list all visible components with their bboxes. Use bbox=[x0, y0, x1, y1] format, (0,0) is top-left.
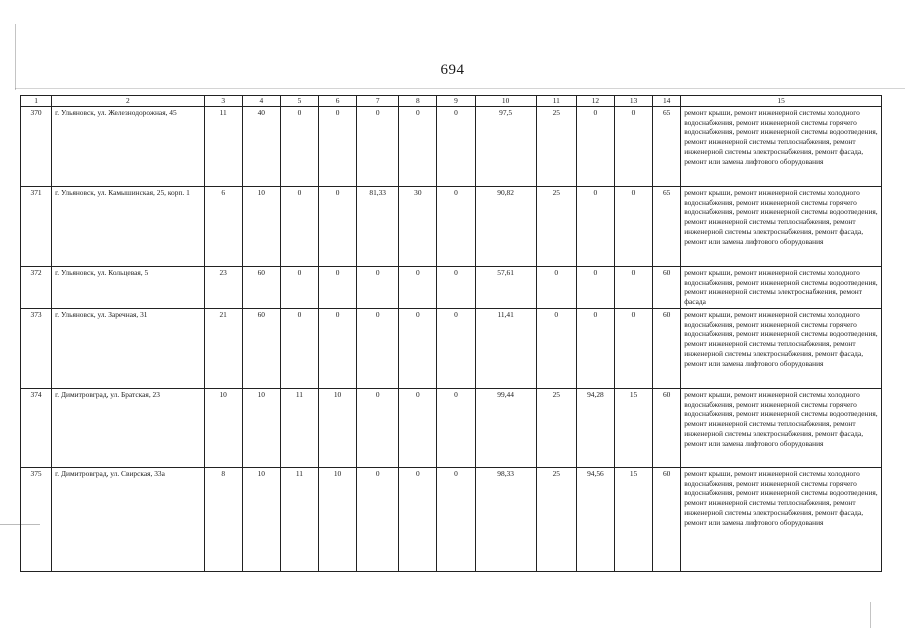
work-types-cell: ремонт крыши, ремонт инженерной системы холодного водоснабжения, ремонт инженерной системы горячего водоснабжения, ремонт инженерной системы водоотведения, ремонт инженерной системы теплоснабжения, ремонт инженерной системы электроснабжения, ремонт фасада, ремонт или замена лифтового оборудования bbox=[681, 186, 882, 266]
value-cell: 0 bbox=[576, 308, 614, 388]
value-cell: 0 bbox=[437, 388, 475, 467]
work-types-cell: ремонт крыши, ремонт инженерной системы холодного водоснабжения, ремонт инженерной системы горячего водоснабжения, ремонт инженерной системы водоотведения, ремонт инженерной системы теплоснабжения, ремонт инженерной системы электроснабжения, ремонт фасада, ремонт или замена лифтового оборудования bbox=[681, 467, 882, 571]
value-cell: 0 bbox=[357, 467, 399, 571]
column-header: 6 bbox=[319, 96, 357, 107]
value-cell: 90,82 bbox=[475, 186, 536, 266]
column-header: 14 bbox=[653, 96, 681, 107]
table-row bbox=[21, 106, 882, 186]
value-cell: 0 bbox=[357, 106, 399, 186]
value-cell: 60 bbox=[653, 308, 681, 388]
value-cell: 30 bbox=[399, 186, 437, 266]
value-cell: 40 bbox=[242, 106, 280, 186]
value-cell: 0 bbox=[399, 467, 437, 571]
table-row bbox=[21, 467, 882, 571]
value-cell: 23 bbox=[204, 266, 242, 308]
address-cell: г. Ульяновск, ул. Заречная, 31 bbox=[52, 308, 205, 388]
column-header: 12 bbox=[576, 96, 614, 107]
row-number: 375 bbox=[21, 467, 52, 571]
column-header: 11 bbox=[536, 96, 576, 107]
work-types-cell: ремонт крыши, ремонт инженерной системы холодного водоснабжения, ремонт инженерной системы водоотведения, ремонт инженерной системы электроснабжения, ремонт фасада bbox=[681, 266, 882, 308]
value-cell: 60 bbox=[653, 388, 681, 467]
value-cell: 6 bbox=[204, 186, 242, 266]
value-cell: 0 bbox=[614, 186, 652, 266]
value-cell: 0 bbox=[614, 266, 652, 308]
value-cell: 0 bbox=[280, 186, 318, 266]
scan-mark bbox=[870, 602, 871, 628]
value-cell: 99,44 bbox=[475, 388, 536, 467]
value-cell: 0 bbox=[357, 388, 399, 467]
column-header: 2 bbox=[52, 96, 205, 107]
page-number: 694 bbox=[440, 62, 465, 78]
column-header: 7 bbox=[357, 96, 399, 107]
row-number: 370 bbox=[21, 106, 52, 186]
column-header: 13 bbox=[614, 96, 652, 107]
row-number: 373 bbox=[21, 308, 52, 388]
value-cell: 10 bbox=[319, 388, 357, 467]
row-number: 372 bbox=[21, 266, 52, 308]
value-cell: 25 bbox=[536, 467, 576, 571]
value-cell: 60 bbox=[242, 308, 280, 388]
table-row bbox=[21, 186, 882, 266]
value-cell: 0 bbox=[399, 266, 437, 308]
work-types-cell: ремонт крыши, ремонт инженерной системы холодного водоснабжения, ремонт инженерной системы горячего водоснабжения, ремонт инженерной системы водоотведения, ремонт инженерной системы теплоснабжения, ремонт инженерной системы электроснабжения, ремонт фасада, ремонт или замена лифтового оборудования bbox=[681, 308, 882, 388]
value-cell: 94,56 bbox=[576, 467, 614, 571]
value-cell: 10 bbox=[242, 388, 280, 467]
column-header: 8 bbox=[399, 96, 437, 107]
value-cell: 98,33 bbox=[475, 467, 536, 571]
column-header: 4 bbox=[242, 96, 280, 107]
value-cell: 97,5 bbox=[475, 106, 536, 186]
value-cell: 11 bbox=[280, 467, 318, 571]
column-header: 1 bbox=[21, 96, 52, 107]
value-cell: 60 bbox=[653, 266, 681, 308]
value-cell: 10 bbox=[204, 388, 242, 467]
table-row bbox=[21, 388, 882, 467]
value-cell: 25 bbox=[536, 186, 576, 266]
address-cell: г. Ульяновск, ул. Камышинская, 25, корп. 1 bbox=[52, 186, 205, 266]
value-cell: 0 bbox=[319, 266, 357, 308]
value-cell: 11 bbox=[204, 106, 242, 186]
column-number-row bbox=[21, 96, 882, 107]
value-cell: 0 bbox=[437, 308, 475, 388]
value-cell: 0 bbox=[576, 266, 614, 308]
address-cell: г. Димитровград, ул. Свирская, 33а bbox=[52, 467, 205, 571]
value-cell: 60 bbox=[653, 467, 681, 571]
value-cell: 0 bbox=[280, 308, 318, 388]
value-cell: 25 bbox=[536, 106, 576, 186]
value-cell: 15 bbox=[614, 388, 652, 467]
column-header: 9 bbox=[437, 96, 475, 107]
value-cell: 0 bbox=[357, 266, 399, 308]
value-cell: 65 bbox=[653, 106, 681, 186]
repair-program-table bbox=[20, 95, 882, 572]
value-cell: 0 bbox=[437, 467, 475, 571]
work-types-cell: ремонт крыши, ремонт инженерной системы холодного водоснабжения, ремонт инженерной системы горячего водоснабжения, ремонт инженерной системы водоотведения, ремонт инженерной системы теплоснабжения, ремонт инженерной системы электроснабжения, ремонт фасада, ремонт или замена лифтового оборудования bbox=[681, 106, 882, 186]
address-cell: г. Димитровград, ул. Братская, 23 bbox=[52, 388, 205, 467]
value-cell: 0 bbox=[280, 106, 318, 186]
scan-mark bbox=[15, 24, 16, 90]
value-cell: 0 bbox=[399, 308, 437, 388]
value-cell: 0 bbox=[614, 308, 652, 388]
value-cell: 10 bbox=[319, 467, 357, 571]
value-cell: 60 bbox=[242, 266, 280, 308]
row-number: 371 bbox=[21, 186, 52, 266]
value-cell: 0 bbox=[319, 106, 357, 186]
value-cell: 0 bbox=[280, 266, 318, 308]
value-cell: 0 bbox=[536, 266, 576, 308]
value-cell: 11,41 bbox=[475, 308, 536, 388]
value-cell: 15 bbox=[614, 467, 652, 571]
value-cell: 0 bbox=[319, 186, 357, 266]
value-cell: 65 bbox=[653, 186, 681, 266]
value-cell: 0 bbox=[576, 106, 614, 186]
value-cell: 0 bbox=[319, 308, 357, 388]
value-cell: 25 bbox=[536, 388, 576, 467]
value-cell: 0 bbox=[437, 106, 475, 186]
value-cell: 0 bbox=[536, 308, 576, 388]
value-cell: 10 bbox=[242, 186, 280, 266]
value-cell: 57,61 bbox=[475, 266, 536, 308]
value-cell: 0 bbox=[576, 186, 614, 266]
scan-mark bbox=[15, 88, 905, 89]
column-header: 10 bbox=[475, 96, 536, 107]
address-cell: г. Ульяновск, ул. Железнодорожная, 45 bbox=[52, 106, 205, 186]
row-number: 374 bbox=[21, 388, 52, 467]
table-row bbox=[21, 308, 882, 388]
value-cell: 8 bbox=[204, 467, 242, 571]
column-header: 15 bbox=[681, 96, 882, 107]
table-row bbox=[21, 266, 882, 308]
column-header: 3 bbox=[204, 96, 242, 107]
value-cell: 0 bbox=[614, 106, 652, 186]
value-cell: 10 bbox=[242, 467, 280, 571]
value-cell: 94,28 bbox=[576, 388, 614, 467]
address-cell: г. Ульяновск, ул. Кольцевая, 5 bbox=[52, 266, 205, 308]
work-types-cell: ремонт крыши, ремонт инженерной системы холодного водоснабжения, ремонт инженерной системы горячего водоснабжения, ремонт инженерной системы водоотведения, ремонт инженерной системы теплоснабжения, ремонт инженерной системы электроснабжения, ремонт фасада, ремонт или замена лифтового оборудования bbox=[681, 388, 882, 467]
value-cell: 0 bbox=[399, 388, 437, 467]
value-cell: 0 bbox=[437, 266, 475, 308]
value-cell: 0 bbox=[399, 106, 437, 186]
column-header: 5 bbox=[280, 96, 318, 107]
value-cell: 0 bbox=[357, 308, 399, 388]
value-cell: 81,33 bbox=[357, 186, 399, 266]
value-cell: 21 bbox=[204, 308, 242, 388]
value-cell: 11 bbox=[280, 388, 318, 467]
value-cell: 0 bbox=[437, 186, 475, 266]
